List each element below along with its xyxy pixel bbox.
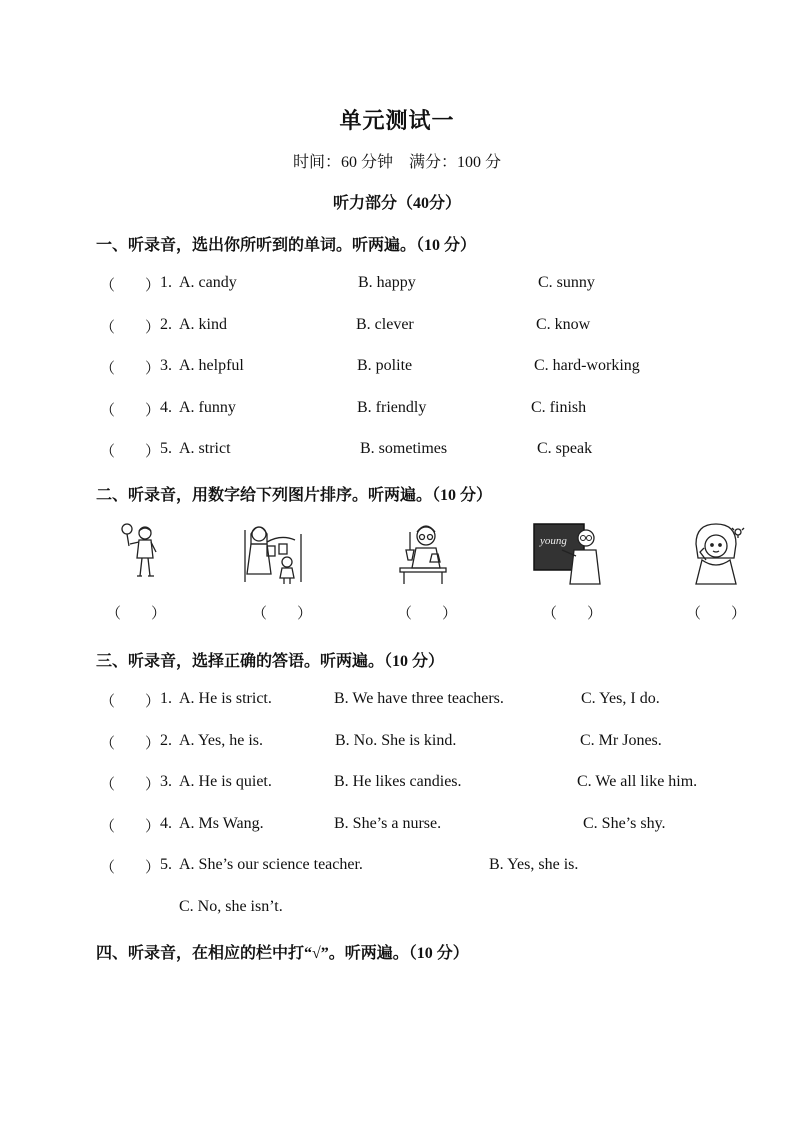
teacher-at-blackboard-icon <box>532 520 602 586</box>
option-c: C. hard-working <box>534 357 640 374</box>
option-a: A. She’s our science teacher. <box>179 856 363 873</box>
question-number: 3. <box>160 357 172 374</box>
option-b: B. friendly <box>357 399 427 416</box>
option-b: B. We have three teachers. <box>334 690 504 707</box>
section3-heading: 三、听录音，选择正确的答语。听两遍。（10 分） <box>96 653 445 670</box>
answer-blank[interactable]: （ ） <box>100 736 161 752</box>
page-title: 单元测试一 <box>339 108 455 133</box>
option-b: B. sometimes <box>360 440 448 457</box>
option-b: B. Yes, she is. <box>489 856 579 873</box>
option-b: B. He likes candies. <box>334 773 462 790</box>
option-a: A. funny <box>179 399 236 416</box>
boy-science-lab-icon <box>386 520 456 586</box>
time-and-score: 时间：60 分钟 满分：100 分 <box>292 154 501 171</box>
option-c: C. know <box>536 316 591 333</box>
boy-with-lollipop-icon <box>108 520 178 586</box>
question-number: 3. <box>160 773 172 790</box>
picture-answer-blank[interactable]: （ ） <box>397 606 458 622</box>
question-number: 1. <box>160 274 172 291</box>
picture-answer-blank[interactable]: （ ） <box>542 606 603 622</box>
section4-heading: 四、听录音，在相应的栏中打“√”。听两遍。（10 分） <box>96 945 469 962</box>
option-c: C. We all like him. <box>577 773 698 790</box>
answer-blank[interactable]: （ ） <box>100 444 161 460</box>
option-a: A. strict <box>179 440 231 457</box>
question-number: 4. <box>160 815 172 832</box>
question-number: 5. <box>160 440 172 457</box>
option-a: A. helpful <box>179 357 244 374</box>
answer-blank[interactable]: （ ） <box>100 777 161 793</box>
option-b: B. clever <box>356 316 414 333</box>
option-a: A. kind <box>179 316 227 333</box>
question-number: 2. <box>160 316 172 333</box>
question-number: 2. <box>160 732 172 749</box>
option-b: B. No. She is kind. <box>335 732 457 749</box>
option-a: A. He is strict. <box>179 690 272 707</box>
question-number: 1. <box>160 690 172 707</box>
section1-heading: 一、听录音，选出你所听到的单词。听两遍。（10 分） <box>96 237 477 254</box>
blackboard-text: young <box>540 535 567 547</box>
option-c: C. No, she isn’t. <box>179 898 283 915</box>
option-a: A. Ms Wang. <box>179 815 264 832</box>
answer-blank[interactable]: （ ） <box>100 819 161 835</box>
answer-blank[interactable]: （ ） <box>100 403 161 419</box>
option-a: A. Yes, he is. <box>179 732 264 749</box>
woman-and-girl-icon <box>239 520 309 586</box>
thinking-girl-icon <box>678 520 748 586</box>
answer-blank[interactable]: （ ） <box>100 361 161 377</box>
option-c: C. Yes, I do. <box>581 690 660 707</box>
option-a: A. He is quiet. <box>179 773 272 790</box>
picture-answer-blank[interactable]: （ ） <box>106 606 167 622</box>
option-b: B. She’s a nurse. <box>334 815 442 832</box>
option-c: C. Mr Jones. <box>580 732 662 749</box>
option-c: C. speak <box>537 440 593 457</box>
option-c: C. sunny <box>538 274 595 291</box>
question-number: 5. <box>160 856 172 873</box>
answer-blank[interactable]: （ ） <box>100 320 161 336</box>
answer-blank[interactable]: （ ） <box>100 694 161 710</box>
option-a: A. candy <box>179 274 237 291</box>
option-c: C. She’s shy. <box>583 815 666 832</box>
question-number: 4. <box>160 399 172 416</box>
option-b: B. polite <box>357 357 413 374</box>
part-heading: 听力部分（40分） <box>332 195 461 212</box>
answer-blank[interactable]: （ ） <box>100 860 161 876</box>
option-b: B. happy <box>358 274 416 291</box>
picture-answer-blank[interactable]: （ ） <box>252 606 313 622</box>
picture-answer-blank[interactable]: （ ） <box>686 606 747 622</box>
answer-blank[interactable]: （ ） <box>100 278 161 294</box>
option-c: C. finish <box>531 399 587 416</box>
section2-heading: 二、听录音，用数字给下列图片排序。听两遍。（10 分） <box>96 487 493 504</box>
